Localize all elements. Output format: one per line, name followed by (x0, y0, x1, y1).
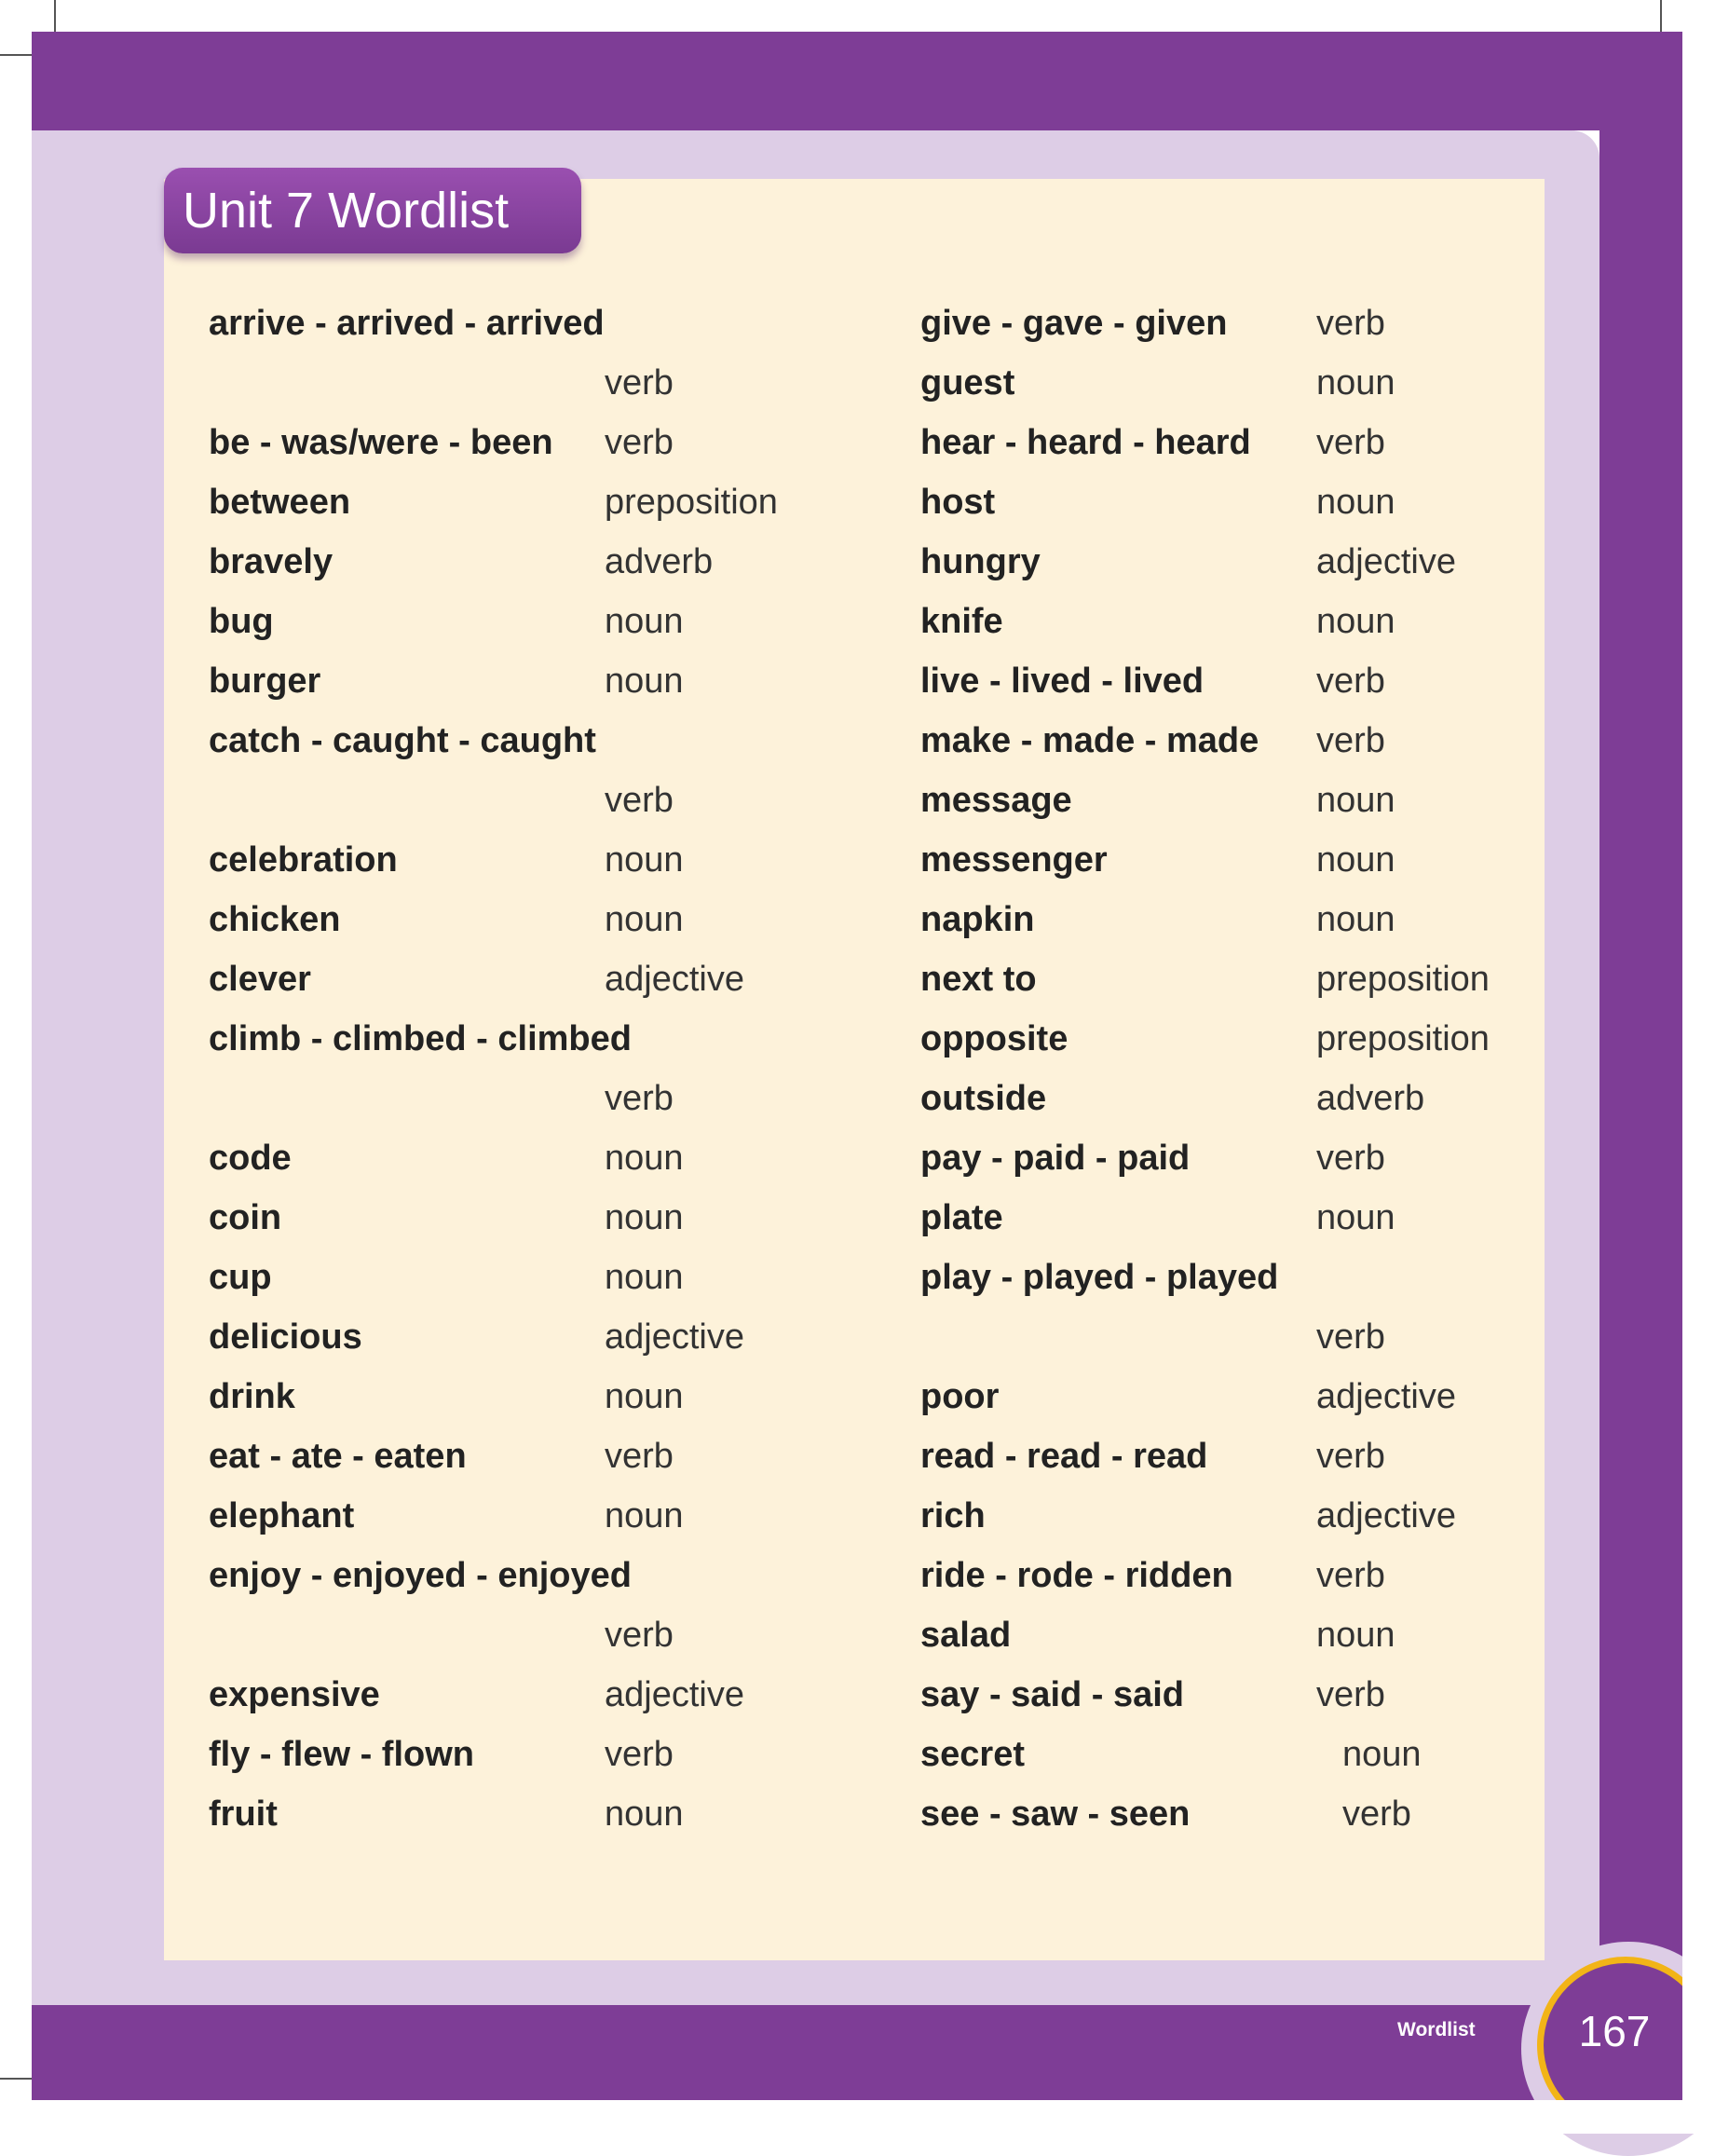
part-of-speech: noun (605, 1377, 684, 1416)
headword: drink (209, 1377, 295, 1416)
headword: live - lived - lived (920, 662, 1205, 701)
headword: bravely (209, 542, 333, 581)
part-of-speech: verb (1316, 721, 1385, 760)
part-of-speech: adjective (605, 960, 744, 999)
headword: rich (920, 1496, 986, 1535)
part-of-speech: verb (605, 363, 674, 403)
headword: hear - heard - heard (920, 423, 1251, 462)
right-band (1599, 32, 1682, 2100)
headword: delicious (209, 1317, 362, 1357)
headword: burger (209, 662, 321, 701)
headword: give - gave - given (920, 304, 1228, 343)
part-of-speech: noun (605, 1794, 684, 1834)
part-of-speech: verb (1316, 1139, 1385, 1178)
headword: plate (920, 1198, 1003, 1237)
page-number: 167 (1578, 2007, 1651, 2055)
part-of-speech: preposition (1316, 960, 1490, 999)
headword: hungry (920, 542, 1041, 581)
headword: read - read - read (920, 1437, 1208, 1476)
part-of-speech: noun (1316, 363, 1395, 403)
headword: see - saw - seen (920, 1794, 1191, 1834)
headword: pay - paid - paid (920, 1139, 1191, 1178)
headword: next to (920, 960, 1037, 999)
part-of-speech: adjective (1316, 1377, 1456, 1416)
headword: make - made - made (920, 721, 1259, 760)
part-of-speech: verb (1316, 662, 1385, 701)
headword: outside (920, 1079, 1047, 1118)
headword: catch - caught - caught (209, 721, 596, 760)
part-of-speech: adjective (1316, 542, 1456, 581)
top-band (32, 32, 1682, 130)
part-of-speech: verb (1316, 423, 1385, 462)
part-of-speech: noun (1316, 840, 1395, 880)
headword: fly - flew - flown (209, 1735, 474, 1774)
headword: arrive - arrived - arrived (209, 304, 605, 343)
part-of-speech: verb (1342, 1794, 1411, 1834)
headword: bug (209, 602, 274, 641)
part-of-speech: verb (605, 423, 674, 462)
part-of-speech: verb (605, 1079, 674, 1118)
headword: between (209, 483, 351, 522)
headword: be - was/were - been (209, 423, 553, 462)
part-of-speech: verb (1316, 1317, 1385, 1357)
part-of-speech: noun (1316, 483, 1395, 522)
part-of-speech: verb (1316, 1556, 1385, 1595)
part-of-speech: adjective (1316, 1496, 1456, 1535)
footer-label: Wordlist (1397, 2019, 1476, 2040)
headword: messenger (920, 840, 1108, 880)
part-of-speech: noun (605, 1198, 684, 1237)
headword: elephant (209, 1496, 355, 1535)
headword: chicken (209, 900, 341, 939)
headword: say - said - said (920, 1675, 1185, 1714)
part-of-speech: noun (605, 602, 684, 641)
headword: ride - rode - ridden (920, 1556, 1233, 1595)
part-of-speech: adverb (605, 542, 714, 581)
part-of-speech: verb (605, 1735, 674, 1774)
part-of-speech: verb (605, 1616, 674, 1655)
part-of-speech: noun (1316, 1616, 1395, 1655)
headword: expensive (209, 1675, 380, 1714)
part-of-speech: adverb (1316, 1079, 1425, 1118)
part-of-speech: preposition (1316, 1019, 1490, 1058)
headword: message (920, 781, 1072, 820)
headword: play - played - played (920, 1258, 1279, 1297)
headword: climb - climbed - climbed (209, 1019, 632, 1058)
headword: knife (920, 602, 1003, 641)
part-of-speech: adjective (605, 1317, 744, 1357)
part-of-speech: noun (1316, 781, 1395, 820)
part-of-speech: noun (605, 1139, 684, 1178)
part-of-speech: adjective (605, 1675, 744, 1714)
headword: host (920, 483, 996, 522)
part-of-speech: noun (605, 1496, 684, 1535)
headword: secret (920, 1735, 1025, 1774)
part-of-speech: noun (1316, 1198, 1395, 1237)
part-of-speech: noun (605, 900, 684, 939)
part-of-speech: noun (605, 1258, 684, 1297)
part-of-speech: noun (1316, 900, 1395, 939)
headword: coin (209, 1198, 282, 1237)
headword: clever (209, 960, 311, 999)
part-of-speech: verb (1316, 304, 1385, 343)
page-trim (1682, 0, 1715, 2134)
headword: fruit (209, 1794, 278, 1834)
headword: guest (920, 363, 1015, 403)
part-of-speech: verb (605, 1437, 674, 1476)
headword: enjoy - enjoyed - enjoyed (209, 1556, 632, 1595)
headword: code (209, 1139, 292, 1178)
part-of-speech: noun (605, 840, 684, 880)
headword: opposite (920, 1019, 1068, 1058)
part-of-speech: verb (605, 781, 674, 820)
part-of-speech: verb (1316, 1675, 1385, 1714)
headword: celebration (209, 840, 398, 880)
page-title: Unit 7 Wordlist (164, 168, 581, 253)
part-of-speech: preposition (605, 483, 778, 522)
headword: poor (920, 1377, 1000, 1416)
headword: salad (920, 1616, 1012, 1655)
headword: cup (209, 1258, 272, 1297)
part-of-speech: noun (1342, 1735, 1422, 1774)
part-of-speech: noun (605, 662, 684, 701)
page-trim (0, 2100, 1715, 2134)
headword: eat - ate - eaten (209, 1437, 467, 1476)
headword: napkin (920, 900, 1035, 939)
part-of-speech: noun (1316, 602, 1395, 641)
part-of-speech: verb (1316, 1437, 1385, 1476)
